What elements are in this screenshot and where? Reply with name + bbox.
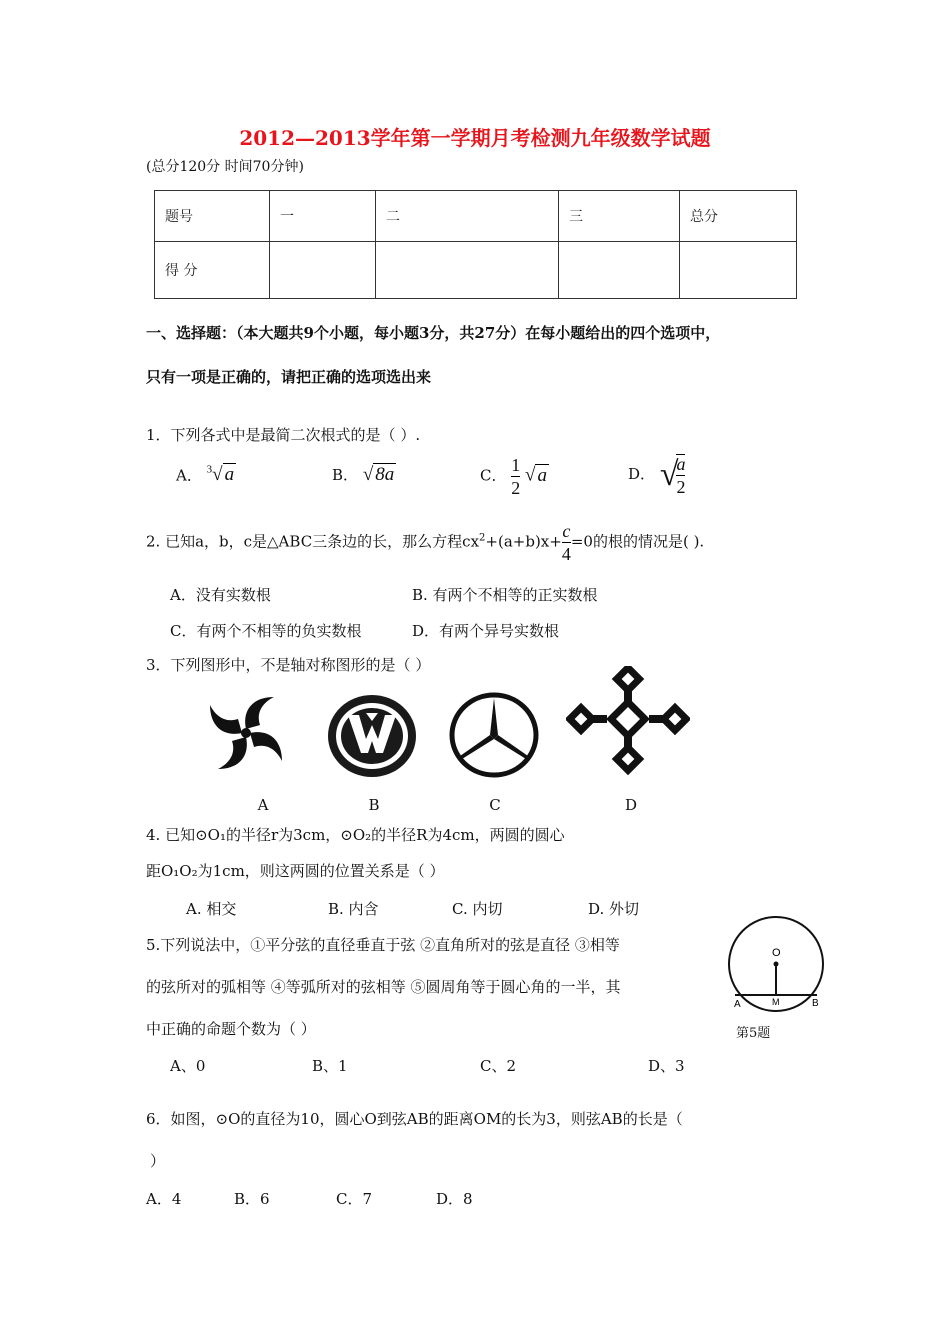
option-d[interactable]: D． √ $\frac{a}{2}$ (628, 454, 686, 497)
score-cell[interactable] (376, 242, 559, 299)
option-b[interactable]: B. 有两个不相等的正实数根 (412, 586, 598, 604)
point-a-label: A (734, 999, 741, 1010)
question-4: 4. 已知⊙O₁的半径r为3cm，⊙O₂的半径R为4cm，两圆的圆心 (146, 826, 565, 844)
fraction-denominator: 2 (676, 477, 686, 497)
option-c[interactable]: C． $\frac{1}{2}$ √ a (480, 455, 547, 498)
fraction-denominator: 2 (511, 478, 521, 498)
option-b[interactable]: B. 内含 (328, 900, 379, 918)
exam-info: (总分120分 时间70分钟) (146, 159, 304, 175)
score-cell[interactable] (559, 242, 680, 299)
table-cell: 题号 (155, 191, 270, 242)
score-table (154, 190, 797, 299)
table-cell: 得 分 (155, 242, 270, 299)
exponent: 2 (479, 532, 486, 544)
figure-label-a: A (257, 796, 269, 814)
question-text: 2. 已知a，b，c是△ABC三条边的长，那么方程cx (146, 532, 480, 551)
option-a[interactable]: A．4 (146, 1190, 182, 1208)
table-row (155, 242, 797, 299)
radicand: 8a (375, 464, 395, 485)
option-c[interactable]: C. 内切 (452, 900, 503, 918)
fraction-denominator: 4 (561, 544, 571, 564)
table-cell: 三 (559, 191, 680, 242)
option-b[interactable]: B、1 (312, 1057, 348, 1075)
question-5-cont: 的弦所对的弧相等 ④等弧所对的弦相等 ⑤圆周角等于圆心角的一半，其 (146, 978, 621, 996)
point-o-label: O (772, 947, 781, 959)
option-c[interactable]: C、2 (480, 1057, 517, 1075)
option-d[interactable]: D．有两个异号实数根 (412, 622, 560, 640)
option-b[interactable]: B．6 (234, 1190, 270, 1208)
fraction-numerator: c (562, 521, 571, 541)
figure-label-b: B (368, 796, 380, 814)
radicand: a (224, 464, 235, 486)
question-2 (146, 522, 704, 563)
figure-label-d: D (624, 796, 638, 814)
option-label: A． (176, 466, 202, 485)
cross-pattern-icon (566, 666, 690, 780)
radicand: a (537, 464, 547, 486)
question-6: 6．如图，⊙O的直径为10，圆心O到弦AB的距离OM的长为3，则弦AB的长是（ (146, 1110, 683, 1128)
table-row (155, 191, 797, 242)
question-4-cont: 距O₁O₂为1cm，则这两圆的位置关系是（ ） (146, 862, 445, 880)
mercedes-logo-icon (448, 690, 540, 780)
question-6-cont: ） (150, 1152, 166, 1170)
option-a[interactable]: A． $^3$√ a (176, 464, 235, 486)
section-heading: 一、选择题：（本大题共9个小题，每小题3分，共27分）在每小题给出的四个选项中， (146, 324, 721, 342)
point-m-label: M (772, 997, 780, 1007)
question-5-cont: 中正确的命题个数为（ ） (146, 1020, 316, 1038)
swirl-logo-icon (198, 690, 298, 776)
option-a[interactable]: A．没有实数根 (170, 586, 271, 604)
question-1: 1．下列各式中是最简二次根式的是（ ）. (146, 426, 421, 444)
option-label: D． (628, 465, 656, 483)
figure-label-c: C (489, 796, 501, 814)
option-label: C． (480, 466, 507, 485)
option-d[interactable]: D、3 (648, 1057, 685, 1075)
point-b-label: B (812, 998, 819, 1009)
question-5: 5.下列说法中，①平分弦的直径垂直于弦 ②直角所对的弦是直径 ③相等 (146, 936, 620, 954)
option-c[interactable]: C．有两个不相等的负实数根 (170, 622, 362, 640)
table-cell: 总分 (680, 191, 797, 242)
table-cell: 二 (376, 191, 559, 242)
option-a[interactable]: A. 相交 (186, 900, 237, 918)
fraction-numerator: a (676, 454, 686, 474)
vw-logo-icon (326, 693, 418, 779)
section-heading: 只有一项是正确的，请把正确的选项选出来 (146, 368, 432, 386)
radical-index: 3 (206, 464, 213, 476)
option-c[interactable]: C．7 (336, 1190, 373, 1208)
page-title: 2012—2013学年第一学期月考检测九年级数学试题 (239, 126, 711, 150)
option-d[interactable]: D. 外切 (588, 900, 640, 918)
question-3: 3．下列图形中，不是轴对称图形的是（ ） (146, 656, 431, 674)
table-cell: 一 (270, 191, 376, 242)
option-d[interactable]: D．8 (436, 1190, 473, 1208)
question-text: +(a+b)x+ (485, 532, 562, 551)
question-text: =0的根的情况是( ). (570, 532, 705, 551)
option-b[interactable]: B． √ 8a (332, 464, 395, 485)
score-cell[interactable] (270, 242, 376, 299)
score-cell[interactable] (680, 242, 797, 299)
figure-caption: 第5题 (736, 1026, 771, 1041)
option-label: B． (332, 466, 359, 484)
circle-diagram (726, 912, 828, 1012)
fraction-numerator: 1 (511, 455, 521, 475)
option-a[interactable]: A、0 (170, 1057, 206, 1075)
